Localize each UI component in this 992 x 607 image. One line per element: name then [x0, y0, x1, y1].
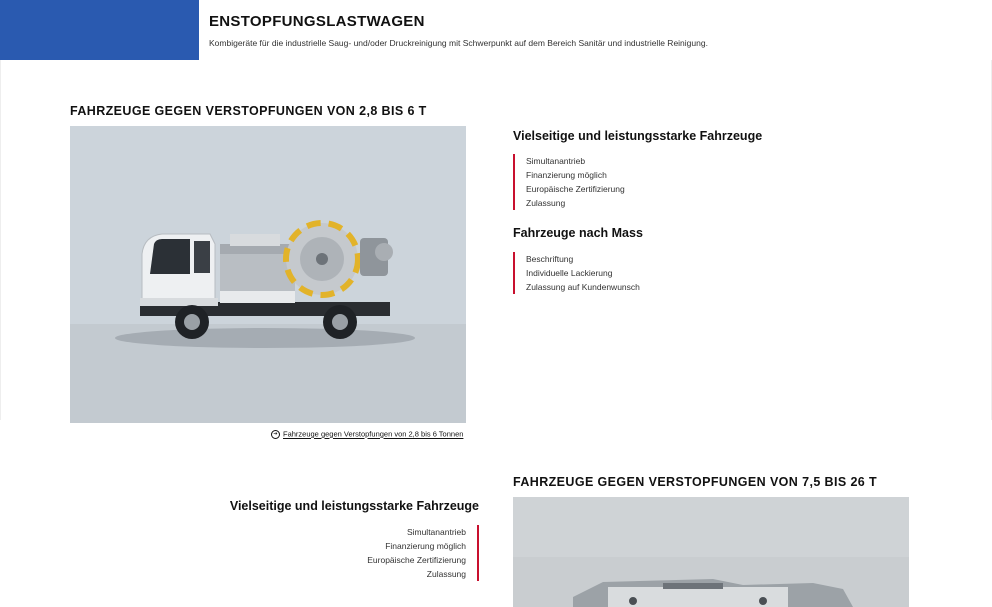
circle-arrow-icon: ➔ — [271, 430, 280, 439]
list-item: Beschriftung — [526, 254, 574, 264]
list-item: Finanzierung möglich — [526, 170, 607, 180]
list-item: Simultanantrieb — [406, 527, 466, 537]
small-truck-illustration — [70, 126, 466, 423]
feature-list-custom — [513, 252, 640, 294]
list-item: Zulassung — [526, 198, 566, 208]
feature-list-versatile — [513, 154, 625, 210]
feature-heading-versatile: Vielseitige und leistungsstarke Fahrzeuge — [513, 129, 763, 143]
small-truck-caption-link[interactable] — [271, 429, 463, 439]
large-truck-photo[interactable] — [513, 497, 909, 607]
large-truck-illustration — [513, 497, 909, 607]
section-title-small-trucks: FAHRZEUGE GEGEN VERSTOPFUNGEN VON 2,8 BIS 6 T — [70, 104, 427, 118]
feature-list-versatile-large — [367, 525, 479, 581]
list-item: Zulassung — [426, 569, 466, 579]
feature-heading-custom: Fahrzeuge nach Mass — [513, 226, 643, 240]
list-item: Europäische Zertifizierung — [367, 555, 466, 565]
caption-link-text[interactable]: Fahrzeuge gegen Verstopfungen von 2,8 bis 6 Tonnen — [283, 429, 464, 439]
feature-heading-versatile-large: Vielseitige und leistungsstarke Fahrzeuge — [229, 499, 479, 513]
list-item: Simultanantrieb — [526, 156, 586, 166]
left-divider — [0, 60, 1, 420]
list-item: Individuelle Lackierung — [526, 268, 613, 278]
header-accent-block — [0, 0, 199, 60]
list-item: Europäische Zertifizierung — [526, 184, 625, 194]
page-title: ENSTOPFUNGSLASTWAGEN — [209, 13, 425, 30]
page-subtitle: Kombigeräte für die industrielle Saug- und/oder Druckreinigung mit Schwerpunkt auf dem Bereich Sanitär und industrielle Reinigung. — [209, 38, 708, 48]
list-item: Zulassung auf Kundenwunsch — [526, 282, 640, 292]
small-truck-photo[interactable] — [70, 126, 466, 423]
list-item: Finanzierung möglich — [385, 541, 466, 551]
section-title-large-trucks: FAHRZEUGE GEGEN VERSTOPFUNGEN VON 7,5 BIS 26 T — [513, 475, 878, 489]
